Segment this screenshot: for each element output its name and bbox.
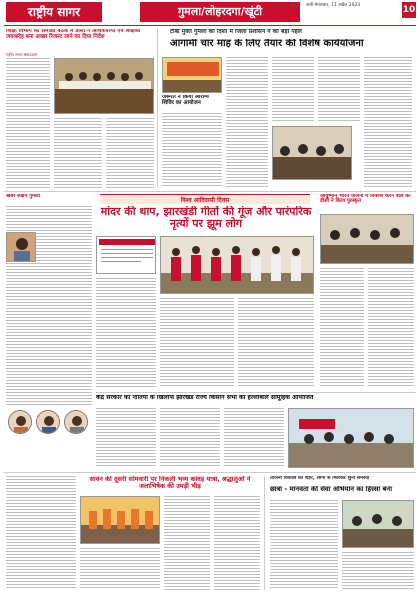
story-bottom-left-body xyxy=(6,476,76,590)
story-education-headline: शिक्षा विभाग की समीक्षा बैठक में डीसी ने अधिकारियों एवं शिक्षकों जवाबदेह बना अच्छा रिजल्ट लाने का दिया निर्देश xyxy=(6,29,141,40)
dateline: रांची मंगलवार, 11 अप्रैल 2023 xyxy=(306,3,361,8)
story-kanwar-headline: सावन की दूसरी सोमवारी पर निकली भव्य कांवड़ यात्रा, श्रद्धालुओं ने जलाभिषेक की उमड़ी भीड़ xyxy=(89,476,251,490)
story-kisan-body-col1 xyxy=(96,408,156,468)
tribal-dance-photo xyxy=(160,236,314,294)
story-tribal-headline: मांदर की थाप, झारखंडी गीतों की गूंज और पारंपरिक नृत्यों पर झूम लोग xyxy=(100,206,312,230)
masthead xyxy=(0,0,420,24)
story-bottom-right-kicker: तेजिनी विकास का शहर, लोगों से मिलकर सुनी समस्या xyxy=(270,476,370,481)
story-kanwar-body-col1 xyxy=(80,548,160,590)
story-kisan-headline: केंद्र सरकार की नीतियों के खिलाफ झारखंड राज्य किसान सभा का हल्लाबोल सामूहिक आयोजित xyxy=(96,395,314,401)
event-band xyxy=(100,194,310,204)
story-bottom-right-body-col1 xyxy=(270,500,338,590)
story-education-body-col1 xyxy=(6,58,50,188)
newspaper-brand: राष्ट्रीय सागर xyxy=(6,2,102,22)
story-tb-headline: आगामी चार माह के लिए तैयार की विशेष कार्ययोजना xyxy=(170,39,364,49)
story-tb-body-col4 xyxy=(364,57,412,188)
story-tribal-body-col3 xyxy=(238,298,314,388)
camp-banner-photo xyxy=(162,57,222,93)
award-photo xyxy=(320,214,414,264)
section-divider-3 xyxy=(4,472,416,473)
story-kisan-body-col3 xyxy=(224,408,284,468)
story-kisan-body-col2 xyxy=(160,408,220,468)
section-divider xyxy=(4,191,416,192)
story-tb-kicker: टीबी मुक्त गुमला की दिशा में जिला प्रशासन ने की बड़ी पहल xyxy=(170,29,302,35)
district-banner: गुमला/लोहरदगा/खूंटी xyxy=(140,2,300,22)
notice-box xyxy=(96,236,156,274)
bottom-right-photo xyxy=(342,500,414,548)
meeting-photo xyxy=(54,58,154,114)
column-divider xyxy=(264,476,265,590)
header-rule xyxy=(4,25,416,26)
event-band-title: विश्व आदिवासी दिवस xyxy=(180,197,230,204)
story-camp-body xyxy=(162,113,222,188)
brief-photo xyxy=(6,232,36,262)
story-tb-body-col1 xyxy=(226,57,268,188)
story-ayushman-body-col1 xyxy=(320,268,364,388)
kanwar-photo xyxy=(80,496,160,544)
story-tribal-body-col1 xyxy=(96,278,156,388)
tb-meeting-photo xyxy=(272,126,352,180)
story-camp-headline: जरूरत ने किया आरोग्य शिविर का आयोजन xyxy=(162,95,209,106)
page-number: 10 xyxy=(402,2,416,18)
story-bottom-right-body-col2 xyxy=(342,552,414,590)
story-tb-body-col3 xyxy=(318,57,360,123)
section-divider-2 xyxy=(96,392,416,393)
story-bottom-right-headline: छात्रा - मानवता की सेवा अभियान का हिस्सा बना xyxy=(270,486,392,493)
story-kanwar-body-col3 xyxy=(214,496,260,590)
section-left-title: खबर संक्षेप गुमला xyxy=(6,194,40,199)
column-divider xyxy=(157,28,158,188)
story-tribal-body-col2 xyxy=(160,298,234,388)
story-ayushman-body-col2 xyxy=(368,268,414,388)
story-ayushman-headline: आयुष्मान भारत योजना में विकास करने वाले को डीसी ने किया पुरस्कृत xyxy=(320,194,411,205)
story-tb-body-col2 xyxy=(272,57,314,123)
story-kanwar-body-col2 xyxy=(164,496,210,590)
person-portrait xyxy=(64,410,88,434)
story-education-body-col3 xyxy=(106,118,154,188)
kisan-rally-photo xyxy=(288,408,414,468)
byline: राष्ट्रीय सागर संवाददाता xyxy=(6,52,38,57)
story-education-body-col2 xyxy=(54,118,102,188)
person-portrait xyxy=(8,410,32,434)
person-portrait xyxy=(36,410,60,434)
